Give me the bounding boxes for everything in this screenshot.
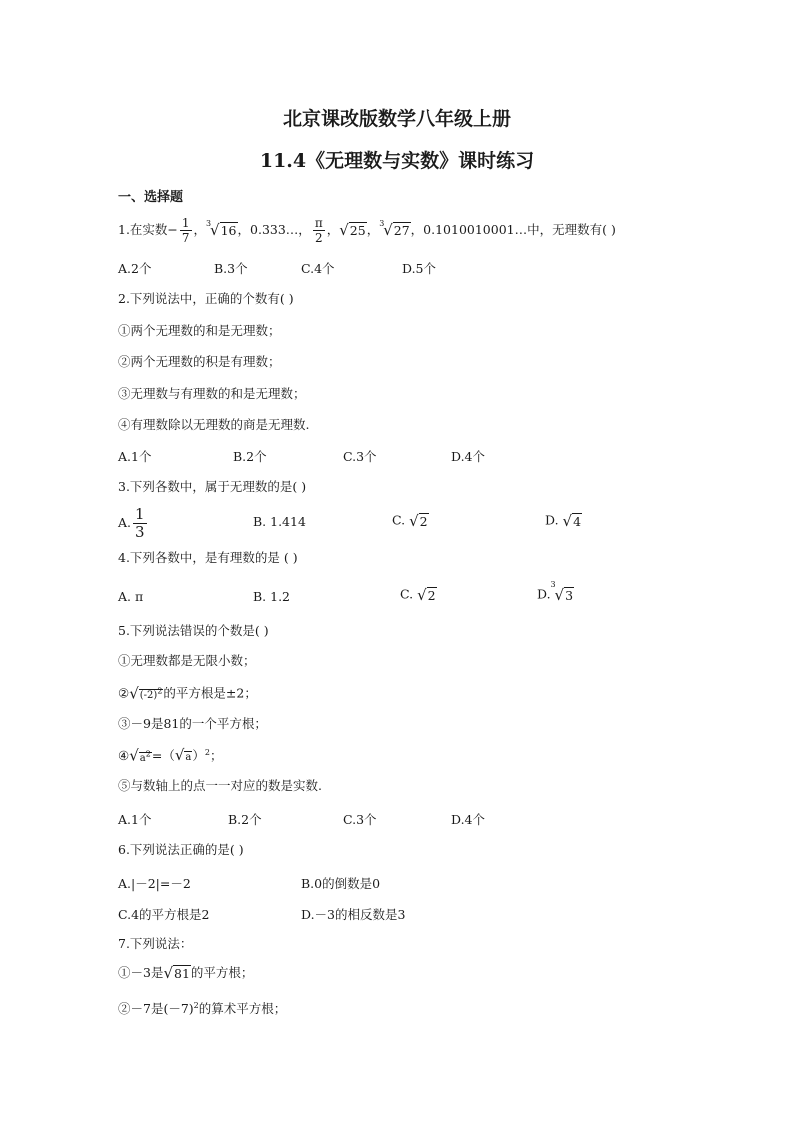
question-4-stem: 4.下列各数中，是有理数的是 ( ) <box>118 550 298 565</box>
q3-option-a: A. $\frac{1}{3}$ <box>118 505 145 541</box>
q4-option-d: D. 3 √3 <box>537 580 574 604</box>
sqrt-4: √4 <box>562 512 582 530</box>
q3-option-c: C. √2 <box>392 512 428 530</box>
cube-root-27: 3 √27 <box>379 219 410 239</box>
sqrt-2: √2 <box>417 586 436 604</box>
q5-option-a: A.1个 <box>118 812 152 827</box>
q5-item-1: ①无理数都是无限小数； <box>118 653 256 668</box>
q7-item-1: ①－3是√81的平方根； <box>118 964 254 982</box>
fraction-one-seventh: $\frac{1}{7}$ <box>181 216 190 245</box>
cube-root-16: 3 √16 <box>206 219 237 239</box>
q1-option-d: D.5个 <box>402 261 437 276</box>
sqrt-2: √2 <box>409 512 428 530</box>
q5-item-3: ③－9是81的一个平方根； <box>118 716 267 731</box>
cube-root-3: 3 √3 <box>550 580 574 604</box>
question-3-stem: 3.下列各数中，属于无理数的是( ) <box>118 479 307 494</box>
question-5-stem: 5.下列说法错误的个数是( ) <box>118 623 269 638</box>
question-2-stem: 2.下列说法中，正确的个数有( ) <box>118 291 294 306</box>
q6-option-c: C.4的平方根是2 <box>118 907 210 922</box>
sqrt-81: √81 <box>163 964 190 982</box>
q3-option-b: B. 1.414 <box>253 514 306 529</box>
fraction-pi-half: $\frac{\pi}{2}$ <box>314 216 323 245</box>
q1-option-b: B.3个 <box>214 261 248 276</box>
sqrt-a-squared: $√a^2$ <box>129 746 151 765</box>
q5-item-4: $④√a^2=(√a)^2$； <box>118 746 223 765</box>
q3-option-d: D. √4 <box>545 512 582 530</box>
q2-option-c: C.3个 <box>343 449 377 464</box>
q1-prefix: 1.在实数− <box>118 222 178 237</box>
q2-item-3: ③无理数与有理数的和是无理数； <box>118 386 306 401</box>
q4-option-c: C. √2 <box>400 586 436 604</box>
document-subtitle: 11.4《无理数与实数》课时练习 <box>259 150 535 172</box>
q5-item-2: $②√(-2)^2$的平方根是±2； <box>118 684 257 703</box>
q7-item-2: ②－7是$(-7)^2$的算术平方根； <box>118 1001 287 1017</box>
question-6-stem: 6.下列说法正确的是( ) <box>118 842 244 857</box>
question-7-stem: 7.下列说法： <box>118 936 193 951</box>
sqrt-25: √25 <box>339 221 366 239</box>
document-title: 北京课改版数学八年级上册 <box>282 108 511 130</box>
q1-option-c: C.4个 <box>301 261 335 276</box>
q6-option-b: B.0的倒数是0 <box>301 876 381 891</box>
sqrt-a: √a <box>174 746 192 765</box>
q4-option-b: B. 1.2 <box>253 589 291 604</box>
q4-option-a: A. π <box>118 589 144 604</box>
q2-option-d: D.4个 <box>451 449 486 464</box>
sqrt-neg2-squared: $√(-2)^2$ <box>129 684 163 703</box>
q2-item-4: ④有理数除以无理数的商是无理数. <box>118 417 310 432</box>
q5-option-b: B.2个 <box>228 812 262 827</box>
q5-option-c: C.3个 <box>343 812 377 827</box>
q6-option-a: A.|－2|=－2 <box>118 876 191 891</box>
q5-item-5: ⑤与数轴上的点一一对应的数是实数. <box>118 778 322 793</box>
q2-item-2: ②两个无理数的积是有理数； <box>118 354 281 369</box>
q2-item-1: ①两个无理数的和是无理数； <box>118 323 281 338</box>
question-1: 1.在实数− $\frac{1}{7}$ ， 3 √16，0.333…， $\frac{\pi}{2}$ ，√25， 3 √27，0.1010010001…中，无理数有( ) <box>118 216 616 245</box>
q5-option-d: D.4个 <box>451 812 486 827</box>
q2-option-a: A.1个 <box>118 449 152 464</box>
q1-option-a: A.2个 <box>118 261 152 276</box>
section-heading: 一、选择题 <box>118 190 184 205</box>
q6-option-d: D.－3的相反数是3 <box>301 907 406 922</box>
q2-option-b: B.2个 <box>233 449 267 464</box>
fraction-one-third: $\frac{1}{3}$ <box>135 505 145 541</box>
